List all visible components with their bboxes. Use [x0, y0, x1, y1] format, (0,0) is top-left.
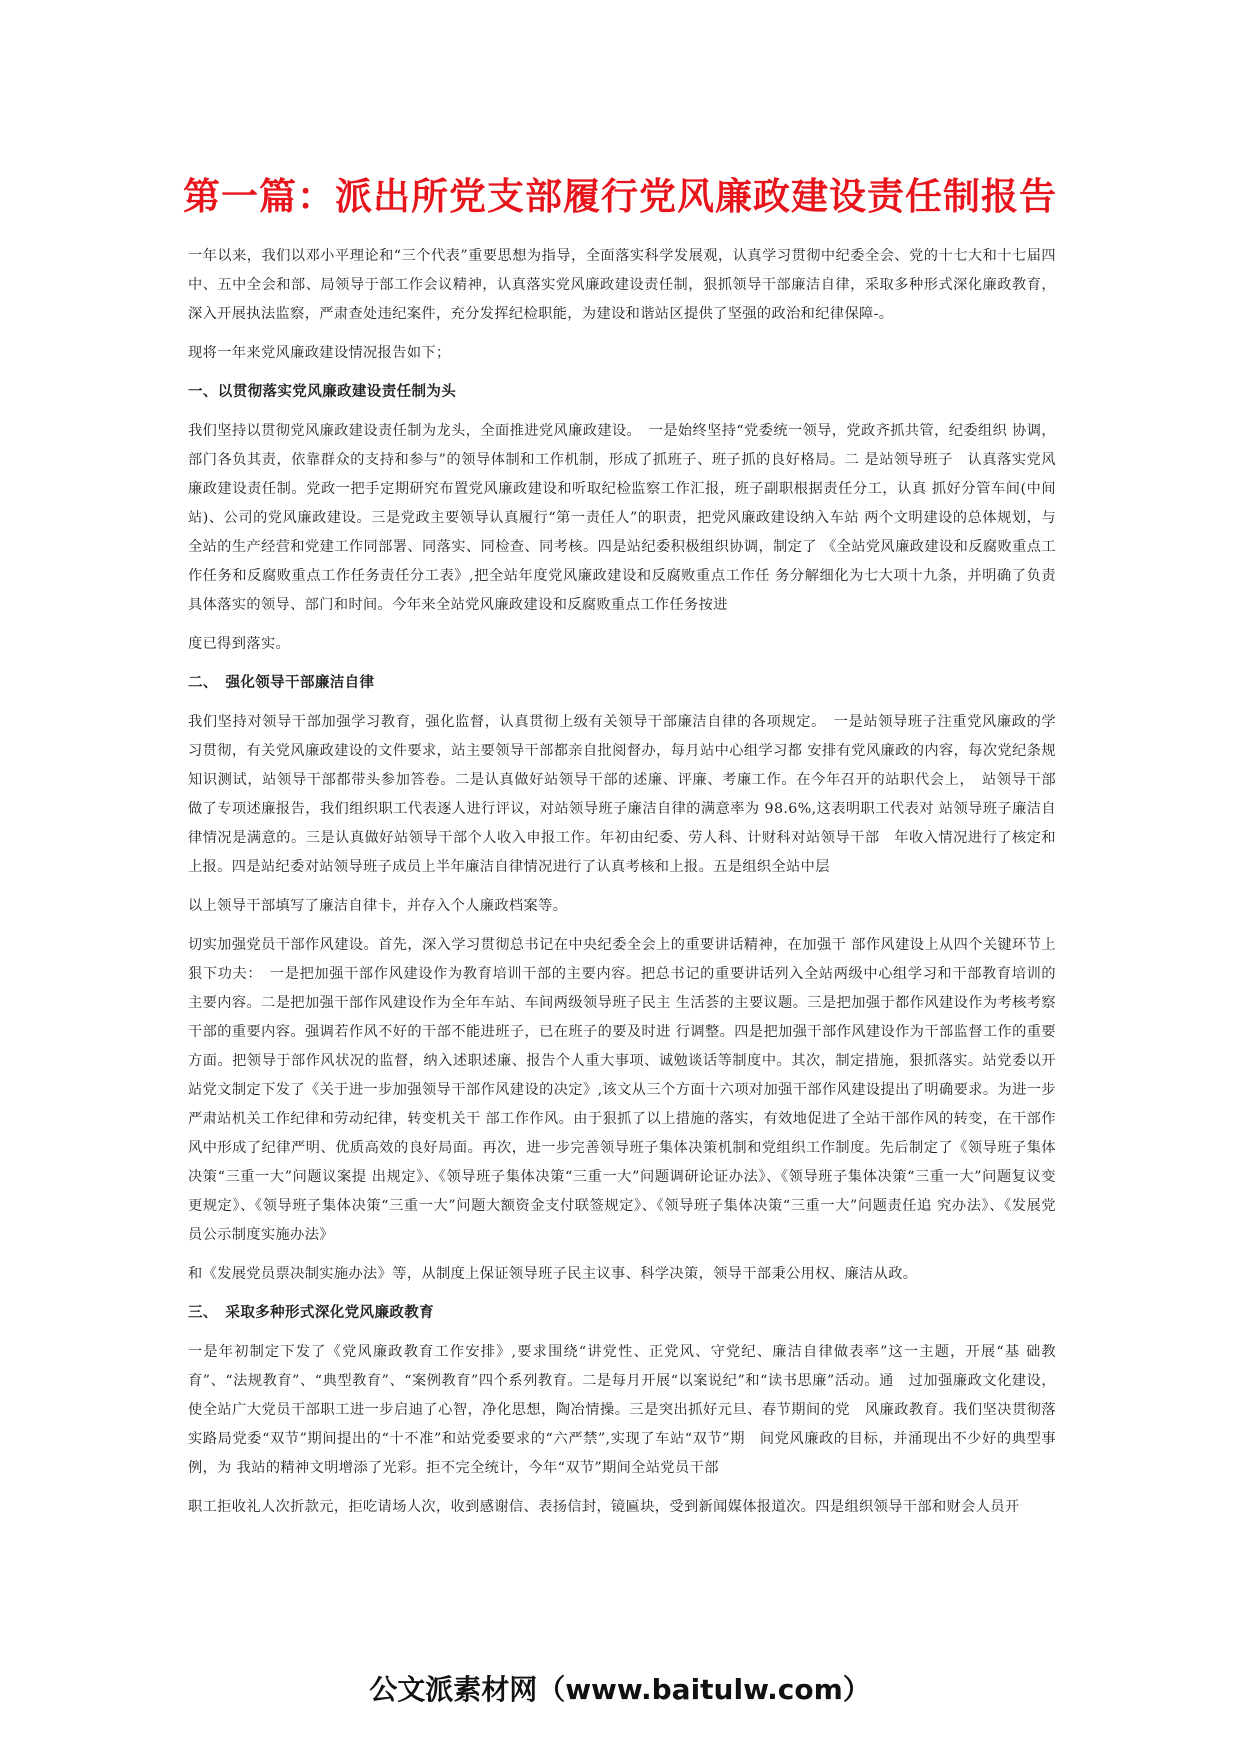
paragraph-section-3-cont: 职工拒收礼人次折款元，拒吃请场人次，收到感谢信、表扬信封，镜匾块，受到新闻媒体报道次。四是组织领导干部和财会人员开	[188, 1499, 1020, 1515]
paragraph-section-1: 我们坚持以贯彻党风廉政建设责任制为龙头，全面推进党风廉政建设。 一是始终坚持“党委统一领导，党政齐抓共管，纪委组织 协调，部门各负其责，依靠群众的支持和参与”的领导体制和工作机制，形成了抓班子、班子抓的良好格局。二 是站领导班子 认真落实党风廉政建设责任制。党政一把手定期研究布置党风廉政建设和听取纪检监察工作汇报，班子副职根据责任分工，认真 抓好分管车间(中间站)、公司的党风廉政建设。三是党政主要领导认真履行“第一责任人”的职责，把党风廉政建设纳入车站 两个文明建设的总体规划，与全站的生产经营和党建工作同部署、同落实、同检查、同考核。四是站纪委积极组织协调，制定了 《全站党风廉政建设和反腐败重点工作任务和反腐败重点工作任务责任分工表》,把全站年度党风廉政建设和反腐败重点工作任 务分解细化为七大项十九条，并明确了负责具体落实的领导、部门和时间。今年来全站党风廉政建设和反腐败重点工作任务按进	[188, 423, 1056, 613]
document-body	[188, 242, 1056, 1532]
paragraph-section-2-cont: 以上领导干部填写了廉洁自律卡，并存入个人廉政档案等。	[188, 898, 568, 914]
section-heading-1: 一、以贯彻落实党风廉政建设责任制为头	[188, 384, 457, 400]
paragraph-intro: 一年以来，我们以邓小平理论和“三个代表”重要思想为指导，全面落实科学发展观，认真学习贯彻中纪委全会、党的十七大和十七届四中、五中全会和部、局领导于部工作会议精神，认真落实党风廉政建设责任制，狠抓领导干部廉洁自律，采取多种形式深化廉政教育，深入开展执法监察，严肃查处违纪案件，充分发挥纪检职能，为建设和谐站区提供了坚强的政治和纪律保障-。	[188, 248, 1056, 322]
section-heading-3: 三、 采取多种形式深化党风廉政教育	[188, 1305, 435, 1321]
paragraph-section-3: 一是年初制定下发了《党风廉政教育工作安排》,要求围绕“讲党性、正党风、守党纪、廉洁自律做表率”这一主题，开展“基 础教育”、“法规教育”、“典型教育”、“案例教育”四个系列教育。二是每月开展“以案说纪”和“读书思廉”活动。通 过加强廉政文化建设，使全站广大党员干部职工进一步启迪了心智，净化思想，陶冶情操。三是突出抓好元旦、春节期间的党 风廉政教育。我们坚决贯彻落实路局党委“双节”期间提出的“十不准”和站党委要求的“六严禁”,实现了车站“双节”期 间党风廉政的目标，并涌现出不少好的典型事例，为 我站的精神文明增添了光彩。拒不完全统计，今年“双节”期间全站党员干部	[188, 1344, 1056, 1476]
paragraph-style-building-cont: 和《发展党员票决制实施办法》等，从制度上保证领导班子民主议事、科学决策，领导干部秉公用权、廉洁从政。	[188, 1266, 918, 1282]
paragraph-report-lead: 现将一年来党风廉政建设情况报告如下；	[188, 345, 451, 361]
footer-watermark: 公文派素材网（www.baitulw.com）	[369, 1673, 871, 1706]
section-heading-2: 二、 强化领导干部廉洁自律	[188, 675, 375, 691]
paragraph-style-building: 切实加强党员干部作风建设。首先，深入学习贯彻总书记在中央纪委全会上的重要讲话精神，在加强干 部作风建设上从四个关键环节上狠下功夫： 一是把加强干部作风建设作为教育培训干部的主要内容。把总书记的重要讲话列入全站两级中心组学习和干部教育培训的主要内容。二是把加强干部作风建设作为全年车站、车间两级领导班子民主 生活荟的主要议题。三是把加强于都作风建设作为考核考察干部的重要内容。强调若作风不好的干部不能进班子，已在班子的要及时进 行调整。四是把加强干部作风建设作为干部监督工作的重要方面。把领导于部作风状况的监督，纳入述职述廉、报告个人重大事项、诚勉谈话等制度中。其次，制定措施，狠抓落实。站党委以开站党文制定下发了《关于进一步加强领导干部作风建设的决定》,该文从三个方面十六项对加强干部作风建设提出了明确要求。为进一步严肃站机关工作纪律和劳动纪律，转变机关干 部工作作风。由于狠抓了以上措施的落实，有效地促进了全站干部作风的转变，在干部作风中形成了纪律严明、优质高效的良好局面。再次，进一步完善领导班子集体决策机制和党组织工作制度。先后制定了《领导班子集体决策“三重一大”问题议案提 出规定》、《领导班子集体决策“三重一大”问题调研论证办法》、《领导班子集体决策“三重一大”问题复议变更规定》、《领导班子集体决策“三重一大”问题大额资金支付联签规定》、《领导班子集体决策“三重一大”问题责任追 究办法》、《发展党员公示制度实施办法》	[188, 937, 1056, 1243]
paragraph-section-2: 我们坚持对领导干部加强学习教育，强化监督，认真贯彻上级有关领导干部廉洁自律的各项规定。 一是站领导班子注重党风廉政的学习贯彻，有关党风廉政建设的文件要求，站主要领导干部都亲自批阅督办，每月站中心组学习都 安排有党风廉政的内容，每次党纪条规知识测试，站领导干部都带头参加答卷。二是认真做好站领导干部的述廉、评廉、考廉工作。在今年召开的站职代会上， 站领导干部做了专项述廉报告，我们组织职工代表逐人进行评议，对站领导班子廉洁自律的满意率为 98.6%,这表明职工代表对 站领导班子廉洁自律情况是满意的。三是认真做好站领导干部个人收入申报工作。年初由纪委、劳人科、计财科对站领导干部 年收入情况进行了核定和上报。四是站纪委对站领导班子成员上半年廉洁自律情况进行了认真考核和上报。五是组织全站中层	[188, 714, 1056, 875]
paragraph-section-1-cont: 度已得到落实。	[188, 636, 291, 652]
document-title: 第一篇：派出所党支部履行党风廉政建设责任制报告	[183, 174, 1057, 218]
